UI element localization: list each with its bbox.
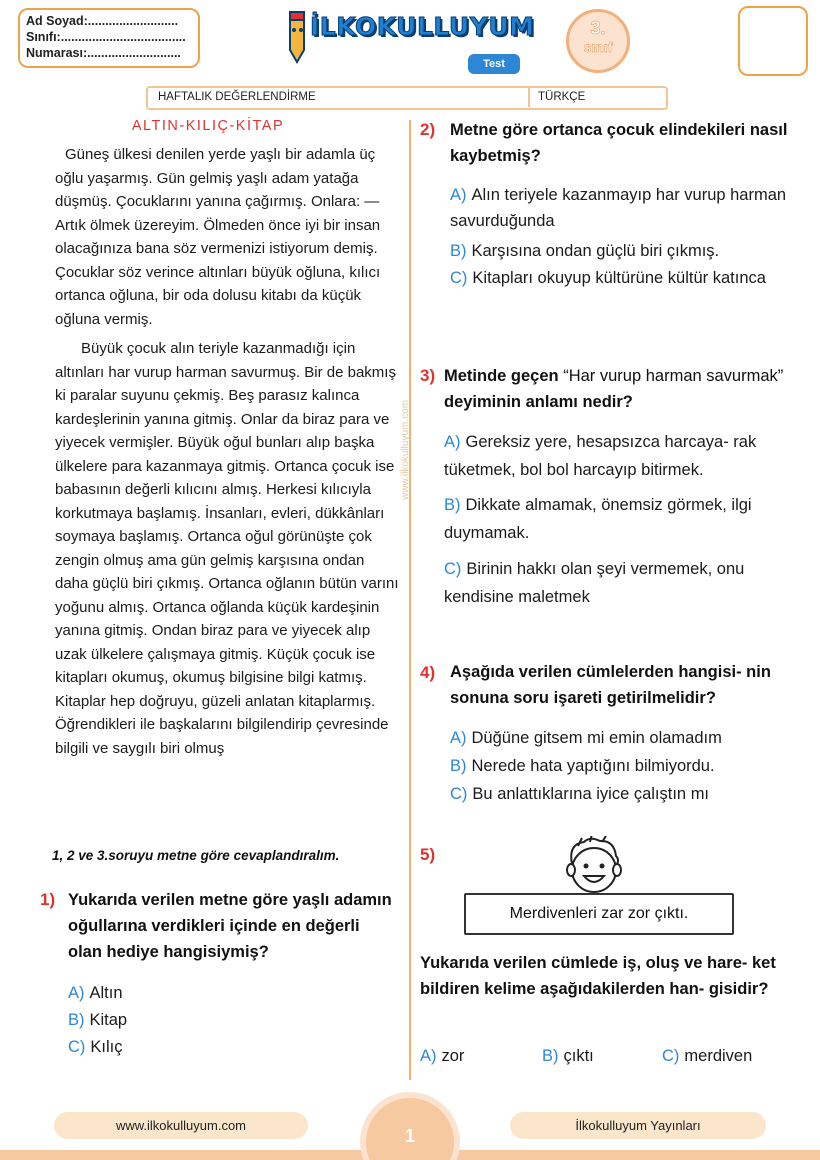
q5-number: 5) [420, 845, 436, 864]
q4-option-b[interactable] [450, 753, 715, 779]
q2-option-a[interactable] [450, 182, 790, 234]
q5-option-c[interactable] [662, 1043, 752, 1069]
option-text: zor [441, 1047, 465, 1065]
watermark: www.ilkokulluyum.com [400, 399, 411, 500]
option-text: Nerede hata yaptığını bilmiyordu. [471, 757, 715, 775]
option-text: Kitapları okuyup kültürüne kültür katınca [472, 269, 766, 287]
q1-number: 1) [40, 890, 56, 909]
option-text: Birinin hakkı olan şeyi vermemek, onu kendisine maletmek [444, 560, 745, 606]
grade-number: 3. [590, 18, 606, 38]
option-text: Kılıç [90, 1038, 123, 1056]
option-letter: B) [450, 757, 467, 775]
subject-band [146, 86, 668, 110]
q4-text: Aşağıda verilen cümlelerden hangisi- nin sonuna soru işareti getirilmelidir? [450, 663, 771, 707]
band-title: HAFTALIK DEĞERLENDİRME [158, 91, 316, 103]
class-field[interactable]: Sınıfı:.................................... [26, 30, 186, 44]
q4-number: 4) [420, 663, 436, 682]
q2-option-c[interactable] [450, 265, 790, 291]
logo [280, 2, 540, 74]
q3-text-c: deyiminin anlamı nedir? [444, 393, 633, 411]
option-letter: A) [420, 1047, 437, 1065]
q1-option-a[interactable] [68, 980, 123, 1006]
option-text: Bu anlattıklarına iyice çalıştın mı [472, 785, 710, 803]
logo-text: İLKOKULLUYUM [310, 12, 535, 41]
option-letter: B) [444, 496, 461, 514]
q3-number: 3) [420, 366, 436, 385]
option-letter: C) [450, 785, 468, 803]
option-text: Gereksiz yere, hesapsızca harcaya- rak tüketmek, bol bol harcayıp bitirmek. [444, 433, 757, 479]
option-text: Altın [89, 984, 123, 1002]
option-letter: C) [450, 269, 468, 287]
option-letter: A) [444, 433, 461, 451]
q5-option-b[interactable] [542, 1043, 594, 1069]
student-info-box [18, 8, 200, 68]
q2-option-b[interactable] [450, 238, 790, 264]
q3-option-c[interactable] [444, 555, 790, 611]
option-letter: B) [68, 1011, 85, 1029]
q3-text-a: Metinde geçen [444, 367, 559, 385]
page-number: 1 [404, 1126, 415, 1146]
option-letter: A) [450, 729, 467, 747]
q5-option-a[interactable] [420, 1043, 464, 1069]
option-text: merdiven [684, 1047, 753, 1065]
score-box[interactable] [738, 6, 808, 76]
page-number-badge [360, 1092, 460, 1160]
option-text: Dikkate almamak, önemsiz görmek, ilgi duymamak. [444, 496, 752, 542]
q2-text: Metne göre ortanca çocuk elindekileri nasıl kaybetmiş? [450, 121, 788, 165]
option-text: Alın teriyele kazanmayıp har vurup harman savurduğunda [450, 186, 787, 230]
band-subject: TÜRKÇE [538, 91, 586, 103]
option-letter: C) [444, 560, 462, 578]
story-paragraph-2: Büyük çocuk alın teriyle kazanmadığı için altınları har vurup harman savurmuş. Bir de bakmış ki paralar suyunu çekmiş. Beş parasız kalınca kardeşlerinin yanına gitmiş. Onlar da biraz para ve yiyecek vermişler. Büyük oğul bunları alıp başka ülkelere para kazanmaya gitmiş. Ortanca çocuk ise babasının değerli kılıcını almış. Herkesi kılıcıyla korkutmaya başlamış. İnsanları, evleri, dükkânları soymaya başlamış. Ortanca oğul görünüşte çok zengin olmuş ama gün gelmiş karşısına ondan daha güçlü biri çıkmış. Ortanca oğlanın bütün varını yoğunu almış. Ortanca oğlanda küçük kardeşinin yanına gitmiş. Ondan biraz para ve yiyecek alıp uzak ülkelere çalışmaya gitmiş. Küçük çocuk ise kitapları okumuş, okumuş bilgisine bilgi katmış. Kitaplar hep doğruyu, güzeli anlatan kitaplarmış. Öğrendikleri ile başkalarını bilgilendirip çevresinde bilgili ve saygılı biri olmuş [55, 340, 399, 757]
option-letter: C) [68, 1038, 86, 1056]
pencil-mascot-icon [280, 6, 314, 66]
q1-option-b[interactable] [68, 1007, 127, 1033]
q1-option-c[interactable] [68, 1034, 123, 1060]
instruction-text: 1, 2 ve 3.soruyu metne göre cevaplandıralım. [52, 848, 340, 863]
story-paragraph-1: Güneş ülkesi denilen yerde yaşlı bir adamla üç oğlu yaşarmış. Gün gelmiş yaşlı adam yatağa düşmüş. Çocuklarını yanına çağırmış. Onlara: —Artık ölmek üzereyim. Ölmeden önce iyi bir insan olacağınıza bana söz vermenizi istiyorum demiş. Çocuklar söz verince altınları büyük oğluna, kılıcı ortanca oğluna, bir oda dolusu kitabı da küçük oğluna vermiş. [55, 146, 381, 328]
q4-option-a[interactable] [450, 725, 722, 751]
child-cartoon-icon [554, 836, 634, 898]
option-letter: B) [542, 1047, 559, 1065]
footer-publisher: İlkokulluyum Yayınları [510, 1112, 766, 1139]
story-title: ALTIN-KILIÇ-KİTAP [131, 118, 285, 134]
option-letter: A) [450, 186, 467, 204]
number-field[interactable]: Numarası:........................... [26, 46, 181, 60]
q4-option-c[interactable] [450, 781, 709, 807]
test-badge: Test [468, 54, 520, 74]
q3-idiom: “Har vurup harman savurmak” [563, 367, 784, 385]
option-text: Kitap [89, 1011, 128, 1029]
q2-number: 2) [420, 120, 436, 139]
q3-option-b[interactable] [444, 491, 790, 547]
option-letter: A) [68, 984, 85, 1002]
q5-sentence-banner [464, 893, 734, 935]
q1-text: Yukarıda verilen metne göre yaşlı adamın oğullarına verdikleri içinde en değerli olan hediye hangisiymiş? [68, 891, 392, 961]
option-letter: B) [450, 242, 467, 260]
band-separator [528, 88, 530, 107]
grade-badge [566, 9, 630, 73]
q3-text [444, 363, 790, 415]
column-divider [409, 120, 411, 1080]
option-text: çıktı [563, 1047, 594, 1065]
footer-website[interactable]: www.ilkokulluyum.com [54, 1112, 308, 1139]
story-text [55, 143, 400, 760]
q5-text: Yukarıda verilen cümlede iş, oluş ve hare- ket bildiren kelime aşağıdakilerden han- gisidir? [420, 954, 776, 998]
grade-word: sınıf [583, 39, 613, 55]
q3-option-a[interactable] [444, 428, 790, 484]
option-letter: C) [662, 1047, 680, 1065]
option-text: Düğüne gitsem mi emin olamadım [471, 729, 722, 747]
q5-banner-text: Merdivenleri zar zor çıktı. [509, 905, 689, 922]
name-field[interactable]: Ad Soyad:.......................... [26, 14, 179, 28]
option-text: Karşısına ondan güçlü biri çıkmış. [471, 242, 720, 260]
